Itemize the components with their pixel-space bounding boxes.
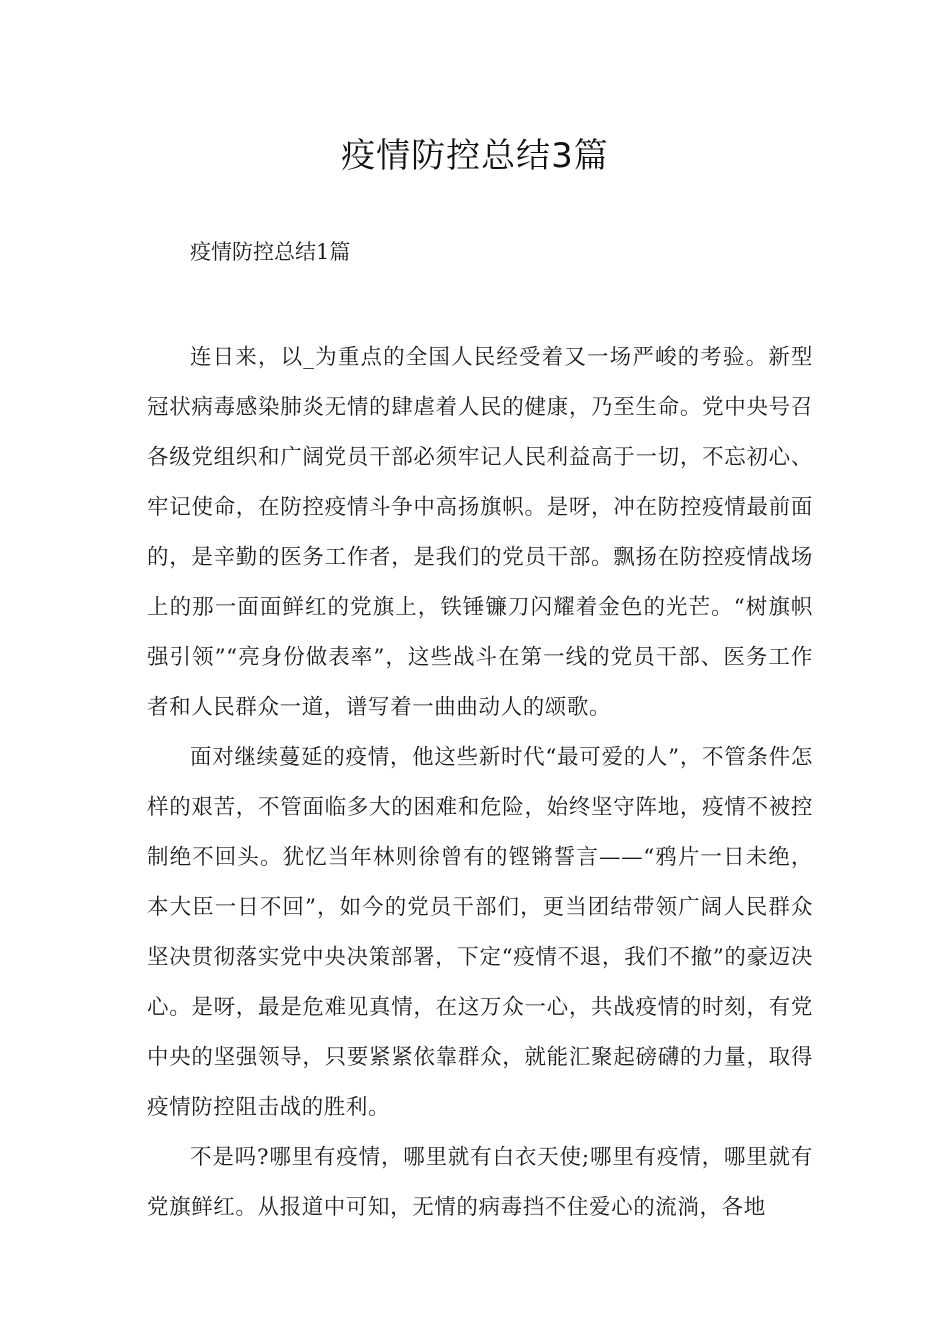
section-subtitle: 疫情防控总结1篇: [190, 240, 351, 264]
document-title: 疫情防控总结3篇: [341, 136, 609, 176]
paragraph-3: 不是吗?哪里有疫情，哪里就有白衣天使;哪里有疫情，哪里就有党旗鲜红。从报道中可知，无情的病毒挡不住爱心的流淌，各地: [147, 1145, 813, 1220]
document-body: [147, 333, 813, 1233]
paragraph-1: 连日来，以_为重点的全国人民经受着又一场严峻的考验。新型冠状病毒感染肺炎无情的肆虐着人民的健康，乃至生命。党中央号召各级党组织和广阔党员干部必须牢记人民利益高于一切，不忘初心、牢记使命，在防控疫情斗争中高扬旗帜。是呀，冲在防控疫情最前面的，是辛勤的医务工作者，是我们的党员干部。飘扬在防控疫情战场上的那一面面鲜红的党旗上，铁锤镰刀闪耀着金色的光芒。“树旗帜强引领”“亮身份做表率”，这些战斗在第一线的党员干部、医务工作者和人民群众一道，谱写着一曲曲动人的颂歌。: [147, 345, 813, 720]
paragraph-2: 面对继续蔓延的疫情，他这些新时代“最可爱的人”，不管条件怎样的艰苦，不管面临多大的困难和危险，始终坚守阵地，疫情不被控制绝不回头。犹忆当年林则徐曾有的铿锵誓言——“鸦片一日未绝，本大臣一日不回”，如今的党员干部们，更当团结带领广阔人民群众坚决贯彻落实党中央决策部署，下定“疫情不退，我们不撤”的豪迈决心。是呀，最是危难见真情，在这万众一心，共战疫情的时刻，有党中央的坚强领导，只要紧紧依靠群众，就能汇聚起磅礴的力量，取得疫情防控阻击战的胜利。: [147, 745, 813, 1120]
